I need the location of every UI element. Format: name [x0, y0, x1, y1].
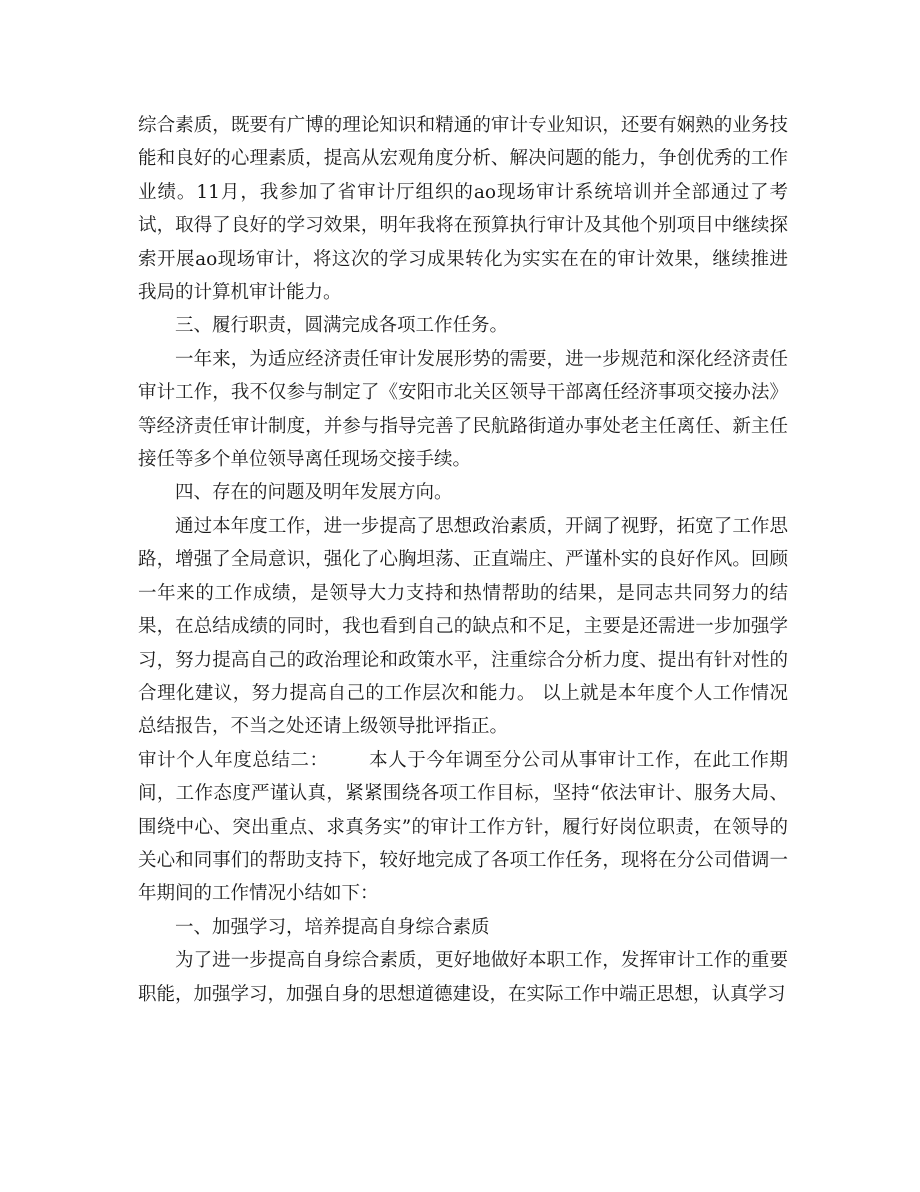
paragraph-improve-quality: 为了进一步提高自身综合素质，更好地做好本职工作，发挥审计工作的重要职能，加强学习，加强自身的思想道德建设，在实际工作中端正思想，认真学习 — [138, 950, 788, 1005]
paragraph-economic-responsibility: 一年来，为适应经济责任审计发展形势的需要，进一步规范和深化经济责任审计工作，我不仅参与制定了《安阳市北关区领导干部离任经济事项交接办法》等经济责任审计制度，并参与指导完善了民航路街道办事处老主任离任、新主任接任等多个单位领导离任现场交接手续。 — [138, 348, 788, 471]
paragraph-summary-conclusion: 通过本年度工作，进一步提高了思想政治素质，开阔了视野，拓宽了工作思路，增强了全局意识，强化了心胸坦荡、正直端庄、严谨朴实的良好作风。回顾一年来的工作成绩，是领导大力支持和热情帮助的结果，是同志共同努力的结果，在总结成绩的同时，我也看到自己的缺点和不足，主要是还需进一步加强学习，努力提高自己的政治理论和政策水平，注重综合分析力度、提出有针对性的合理化建议，努力提高自己的工作层次和能力。 以上就是本年度个人工作情况总结报告，不当之处还请上级领导批评指正。 — [138, 515, 788, 738]
heading-problems-direction: 四、存在的问题及明年发展方向。 — [175, 482, 453, 504]
heading-strengthen-learning: 一、加强学习，培养提高自身综合素质 — [175, 916, 490, 938]
paragraph-comprehensive-quality: 综合素质，既要有广博的理论知识和精通的审计专业知识，还要有娴熟的业务技能和良好的心理素质，提高从宏观角度分析、解决问题的能力，争创优秀的工作业绩。11月，我参加了省审计厅组织的ao现场审计系统培训并全部通过了考试，取得了良好的学习效果，明年我将在预算执行审计及其他个别项目中继续探索开展ao现场审计，将这次的学习成果转化为实实在在的审计效果，继续推进我局的计算机审计能力。 — [138, 115, 788, 304]
section2-intro-paragraph — [138, 744, 788, 911]
section2-intro-text: 本人于今年调至分公司从事审计工作，在此工作期间，工作态度严谨认真，紧紧围绕各项工作目标，坚持“依法审计、服务大局、围绕中心、突出重点、求真务实”的审计工作方针，履行好岗位职责，在领导的关心和同事们的帮助支持下，较好地完成了各项工作任务，现将在分公司借调一年期间的工作情况小结如下： — [138, 749, 788, 905]
section2-heading: 审计个人年度总结二： — [138, 749, 329, 771]
document-body — [138, 109, 788, 1011]
heading-perform-duties: 三、履行职责，圆满完成各项工作任务。 — [175, 315, 509, 337]
